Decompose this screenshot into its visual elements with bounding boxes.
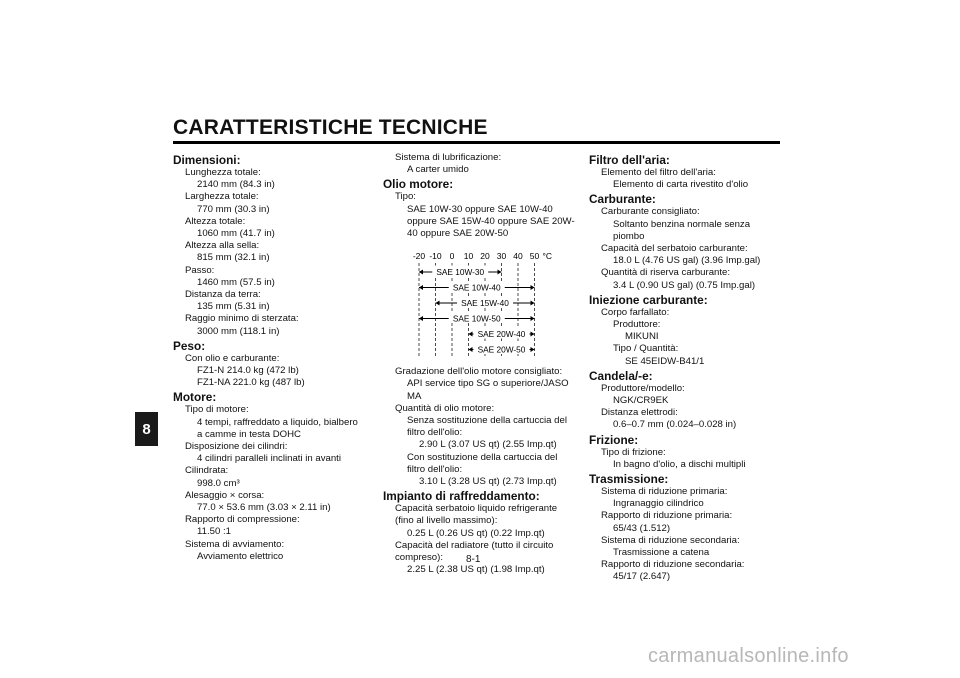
- spec-line: Tipo di motore:: [185, 404, 249, 416]
- spec-line: MIKUNI: [625, 331, 659, 343]
- spec-line: Distanza elettrodi:: [601, 407, 678, 419]
- grade-label: SAE 10W-30: [436, 267, 485, 278]
- spec-line: FZ1-N 214.0 kg (472 lb): [197, 365, 299, 377]
- section-heading: Filtro dell'aria:: [589, 153, 670, 167]
- range-arrow-right: [531, 316, 535, 321]
- section-heading: Peso:: [173, 338, 206, 353]
- section-heading: Trasmissione:: [589, 472, 669, 487]
- grade-label: SAE 20W-40: [477, 329, 526, 340]
- tick-label: 50: [529, 251, 540, 262]
- spec-line: Senza sostituzione della cartuccia del filtro dell'olio:: [407, 415, 567, 439]
- spec-line: 3000 mm (118.1 in): [197, 325, 280, 337]
- spec-line: 1460 mm (57.5 in): [197, 276, 275, 288]
- section-heading: Carburante:: [589, 192, 656, 207]
- spec-line: 3.4 L (0.90 US gal) (0.75 Imp.gal): [613, 279, 756, 291]
- spec-line: 11.50 :1: [197, 526, 231, 538]
- tick-label: -10: [429, 251, 442, 262]
- spec-line: Larghezza totale:: [185, 191, 259, 203]
- spec-line: Cilindrata:: [185, 465, 229, 477]
- spec-line: Capacità del serbatoio carburante:: [601, 243, 748, 255]
- spec-line: 815 mm (32.1 in): [197, 252, 270, 264]
- spec-line: Rapporto di compressione:: [185, 514, 300, 526]
- tick-label: -20: [412, 251, 426, 262]
- spec-line: Soltanto benzina normale senza piombo: [613, 218, 751, 242]
- spec-line: 0.6–0.7 mm (0.024–0.028 in): [613, 419, 737, 431]
- spec-line: Con olio e carburante:: [185, 352, 280, 364]
- spec-line: Altezza totale:: [185, 215, 246, 227]
- spec-line: Produttore/modello:: [601, 382, 685, 394]
- engine-oil-spec-top: [383, 152, 578, 240]
- section-heading: Impianto di raffreddamento:: [383, 489, 540, 504]
- spec-line: Capacità serbatoio liquido refrigerante (fino al livello massimo):: [395, 503, 558, 527]
- spec-line: Ingranaggio cilindrico: [613, 498, 704, 510]
- spec-line: 2140 mm (84.3 in): [197, 179, 275, 191]
- spec-line: 770 mm (30.3 in): [197, 203, 270, 215]
- title-rule: [173, 141, 780, 144]
- spec-line: 2.90 L (3.07 US qt) (2.55 Imp.qt): [419, 439, 557, 451]
- spec-line: 4 tempi, raffreddato a liquido, bialbero a camme in testa DOHC: [197, 416, 358, 440]
- range-arrow-right: [531, 347, 535, 352]
- spec-line: In bagno d'olio, a dischi multipli: [613, 458, 746, 470]
- spec-line: Sistema di lubrificazione:: [395, 152, 502, 163]
- oil-viscosity-chart: [405, 250, 590, 362]
- spec-line: 998.0 cm³: [197, 477, 240, 489]
- range-arrow-right: [531, 285, 535, 290]
- spec-line: Rapporto di riduzione secondaria:: [601, 559, 745, 571]
- section-heading: Olio motore:: [383, 177, 454, 192]
- spec-line: Sistema di riduzione primaria:: [601, 486, 728, 498]
- unit-label: °C: [542, 251, 553, 262]
- spec-line: API service tipo SG o superiore/JASO MA: [407, 378, 569, 402]
- spec-line: Sistema di riduzione secondaria:: [601, 534, 740, 546]
- spec-line: Produttore:: [613, 319, 661, 331]
- spec-line: Tipo di frizione:: [601, 446, 666, 458]
- spec-line: 0.25 L (0.26 US qt) (0.22 Imp.qt): [407, 527, 545, 539]
- tick-label: 0: [449, 251, 455, 262]
- spec-line: Tipo:: [395, 191, 416, 203]
- column-left: [173, 152, 363, 563]
- spec-line: Rapporto di riduzione primaria:: [601, 510, 733, 522]
- spec-line: Elemento del filtro dell'aria:: [601, 167, 716, 178]
- spec-line: Disposizione dei cilindri:: [185, 441, 288, 453]
- spec-line: 1060 mm (41.7 in): [197, 228, 275, 240]
- spec-line: FZ1-NA 221.0 kg (487 lb): [197, 377, 305, 389]
- tick-label: 40: [513, 251, 523, 262]
- column-right: [589, 152, 784, 584]
- page-title: CARATTERISTICHE TECNICHE: [173, 116, 488, 139]
- spec-line: 3.10 L (3.28 US qt) (2.73 Imp.qt): [419, 476, 557, 488]
- spec-line: Gradazione dell'olio motore consigliato:: [395, 366, 563, 378]
- spec-line: Avviamento elettrico: [197, 550, 284, 562]
- section-heading: Candela/-e:: [589, 368, 653, 383]
- spec-line: SE 45EIDW-B41/1: [625, 355, 705, 367]
- spec-line: Elemento di carta rivestito d'olio: [613, 179, 749, 191]
- section-heading: Motore:: [173, 390, 217, 405]
- range-arrow-left: [436, 301, 440, 306]
- spec-line: Carburante consigliato:: [601, 206, 700, 218]
- spec-line: 4 cilindri paralleli inclinati in avanti: [197, 453, 341, 465]
- spec-line: Sistema di avviamento:: [185, 538, 285, 550]
- spec-line: 2.25 L (2.38 US qt) (1.98 Imp.qt): [407, 564, 545, 576]
- spec-line: NGK/CR9EK: [613, 395, 669, 407]
- spec-line: Altezza alla sella:: [185, 240, 260, 252]
- range-arrow-left: [469, 347, 473, 352]
- spec-line: Quantità di olio motore:: [395, 402, 495, 414]
- spec-line: Lunghezza totale:: [185, 167, 261, 178]
- grade-label: SAE 10W-50: [452, 313, 501, 324]
- spec-line: 65/43 (1.512): [613, 522, 671, 534]
- column-middle: [383, 152, 578, 576]
- spec-line: 135 mm (5.31 in): [197, 301, 270, 313]
- range-arrow-left: [419, 316, 423, 321]
- spec-line: Alesaggio × corsa:: [185, 489, 265, 501]
- spec-line: Passo:: [185, 264, 215, 276]
- range-arrow-left: [419, 285, 423, 290]
- spec-line: 18.0 L (4.76 US gal) (3.96 Imp.gal): [613, 255, 761, 267]
- section-heading: Dimensioni:: [173, 153, 241, 167]
- grade-label: SAE 10W-40: [452, 282, 501, 293]
- grade-label: SAE 15W-40: [461, 298, 509, 309]
- watermark: carmanualsonline.info: [648, 645, 849, 667]
- spec-line: Trasmissione a catena: [613, 547, 710, 559]
- spec-line: 45/17 (2.647): [613, 571, 671, 583]
- spec-line: Con sostituzione della cartuccia del filtro dell'olio:: [407, 451, 558, 475]
- range-arrow-left: [419, 270, 423, 275]
- page-number: 8-1: [466, 554, 481, 565]
- grade-label: SAE 20W-50: [477, 344, 526, 355]
- section-tab: 8: [135, 412, 158, 446]
- spec-line: Capacità del radiatore (tutto il circuito compreso):: [395, 539, 554, 564]
- spec-line: Quantità di riserva carburante:: [601, 267, 731, 279]
- spec-line: SAE 10W-30 oppure SAE 10W-40 oppure SAE 15W-40 oppure SAE 20W-40 oppure SAE 20W-50: [407, 203, 575, 240]
- spec-line: Tipo / Quantità:: [613, 343, 679, 355]
- spec-line: 77.0 × 53.6 mm (3.03 × 2.11 in): [197, 502, 331, 514]
- range-arrow-right: [498, 270, 502, 275]
- spec-line: Raggio minimo di sterzata:: [185, 313, 299, 325]
- range-arrow-right: [531, 332, 535, 337]
- section-heading: Iniezione carburante:: [589, 292, 708, 307]
- spec-line: A carter umido: [407, 164, 469, 176]
- range-arrow-left: [469, 332, 473, 337]
- tick-label: 30: [496, 251, 507, 262]
- tick-label: 20: [480, 251, 490, 262]
- spec-line: Distanza da terra:: [185, 289, 261, 301]
- spec-line: Corpo farfallato:: [601, 306, 670, 318]
- tick-label: 10: [463, 251, 474, 262]
- range-arrow-right: [531, 301, 535, 306]
- engine-oil-spec-bottom: [383, 366, 578, 576]
- section-heading: Frizione:: [589, 432, 639, 447]
